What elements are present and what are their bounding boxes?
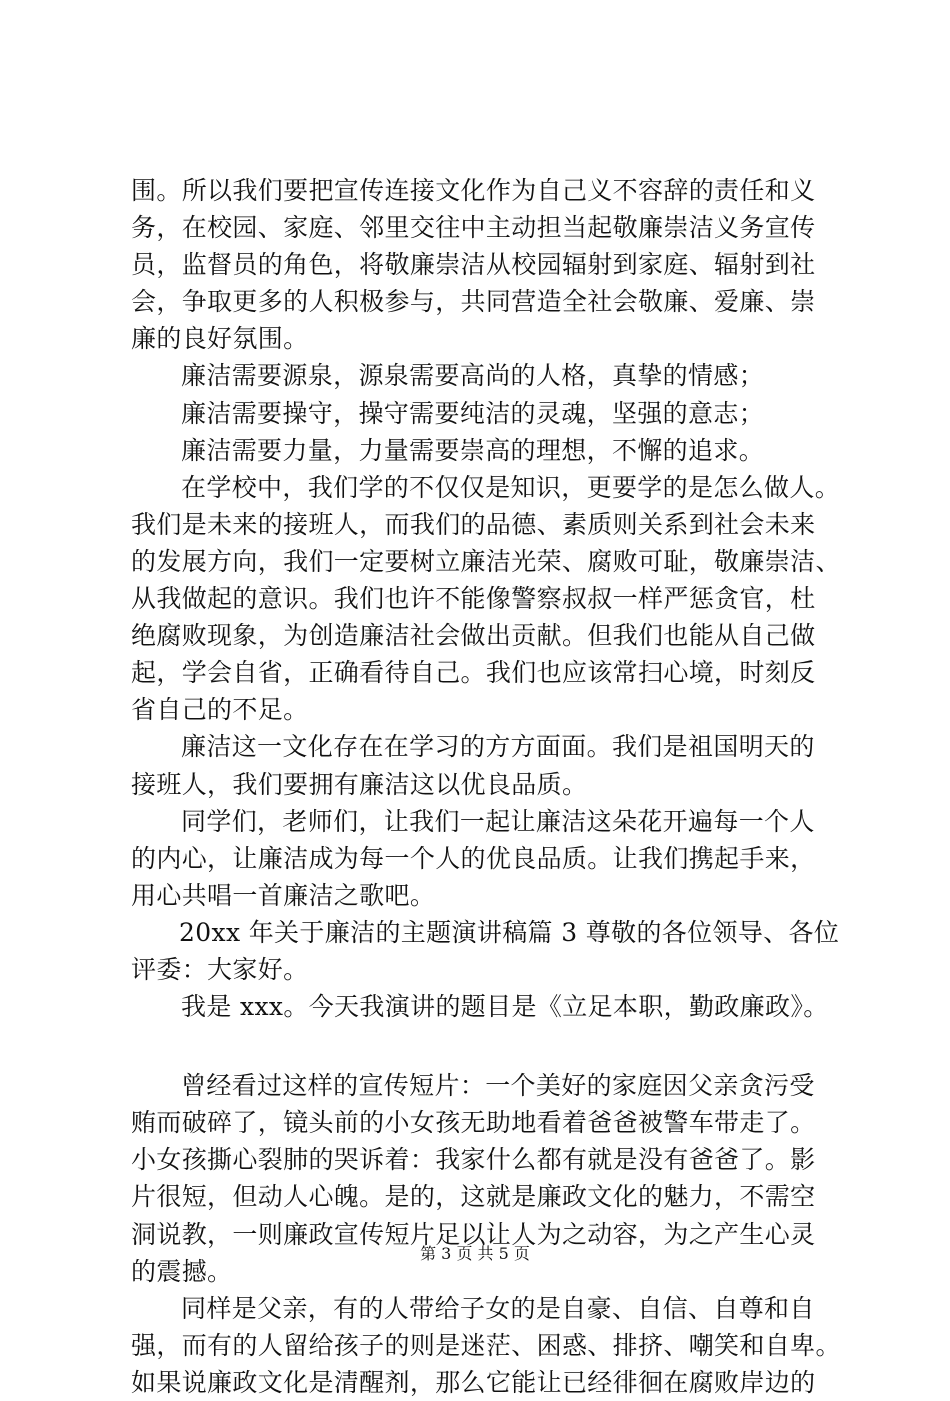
text-line: 廉洁需要源泉，源泉需要高尚的人格，真挚的情感； xyxy=(181,361,765,391)
document-body xyxy=(131,172,841,1401)
text-line: 省自己的不足。 xyxy=(131,695,309,725)
text-line: 我是 xxx。今天我演讲的题目是《立足本职，勤政廉政》。 xyxy=(181,992,829,1022)
text-line: 从我做起的意识。我们也许不能像警察叔叔一样严惩贪官，杜 xyxy=(131,584,816,614)
page-footer: 第 3 页 共 5 页 xyxy=(420,1244,530,1263)
text-line: 洞说教，一则廉政宣传短片足以让人为之动容，为之产生心灵 xyxy=(131,1219,816,1249)
text-line: 20xx 年关于廉洁的主题演讲稿篇 3 尊敬的各位领导、各位 xyxy=(179,917,840,947)
text-line: 廉洁这一文化存在在学习的方方面面。我们是祖国明天的 xyxy=(181,732,815,762)
text-line: 的内心，让廉洁成为每一个人的优良品质。让我们携起手来， xyxy=(131,843,816,873)
text-line: 廉洁需要力量，力量需要崇高的理想，不懈的追求。 xyxy=(181,435,765,465)
text-line: 绝腐败现象，为创造廉洁社会做出贡献。但我们也能从自己做 xyxy=(131,621,816,651)
paragraph-gap xyxy=(131,1025,831,1067)
text-line: 会，争取更多的人积极参与，共同营造全社会敬廉、爱廉、崇 xyxy=(131,287,816,317)
text-line: 务，在校园、家庭、邻里交往中主动担当起敬廉崇洁义务宣传 xyxy=(131,213,816,243)
text-line: 同学们，老师们，让我们一起让廉洁这朵花开遍每一个人 xyxy=(181,806,815,836)
text-line: 在学校中，我们学的不仅仅是知识，更要学的是怎么做人。 xyxy=(181,472,841,502)
text-line: 接班人，我们要拥有廉洁这以优良品质。 xyxy=(131,769,588,799)
text-line: 强，而有的人留给孩子的则是迷茫、困惑、排挤、嘲笑和自卑。 xyxy=(131,1330,841,1360)
text-line: 贿而破碎了，镜头前的小女孩无助地看着爸爸被警车带走了。 xyxy=(131,1108,816,1138)
text-line: 员，监督员的角色，将敬廉崇洁从校园辐射到家庭、辐射到社 xyxy=(131,250,816,280)
text-line: 小女孩撕心裂肺的哭诉着：我家什么都有就是没有爸爸了。影 xyxy=(131,1145,816,1175)
text-line: 评委：大家好。 xyxy=(131,954,309,984)
text-line: 廉的良好氛围。 xyxy=(131,324,309,354)
text-line: 曾经看过这样的宣传短片：一个美好的家庭因父亲贪污受 xyxy=(181,1071,815,1101)
text-line: 片很短，但动人心魄。是的，这就是廉政文化的魅力，不需空 xyxy=(131,1182,816,1212)
text-line: 的发展方向，我们一定要树立廉洁光荣、腐败可耻，敬廉崇洁、 xyxy=(131,546,841,576)
text-line: 我们是未来的接班人，而我们的品德、素质则关系到社会未来 xyxy=(131,509,816,539)
text-line: 廉洁需要操守，操守需要纯洁的灵魂，坚强的意志； xyxy=(181,398,765,428)
text-line: 围。所以我们要把宣传连接文化作为自己义不容辞的责任和义 xyxy=(131,176,816,205)
text-line: 的震撼。 xyxy=(131,1256,233,1286)
text-line: 用心共唱一首廉洁之歌吧。 xyxy=(131,880,436,910)
text-line: 同样是父亲，有的人带给子女的是自豪、自信、自尊和自 xyxy=(181,1293,815,1323)
text-line: 起，学会自省，正确看待自己。我们也应该常扫心境，时刻反 xyxy=(131,658,816,688)
text-line: 如果说廉政文化是清醒剂，那么它能让已经徘徊在腐败岸边的 xyxy=(131,1367,816,1397)
